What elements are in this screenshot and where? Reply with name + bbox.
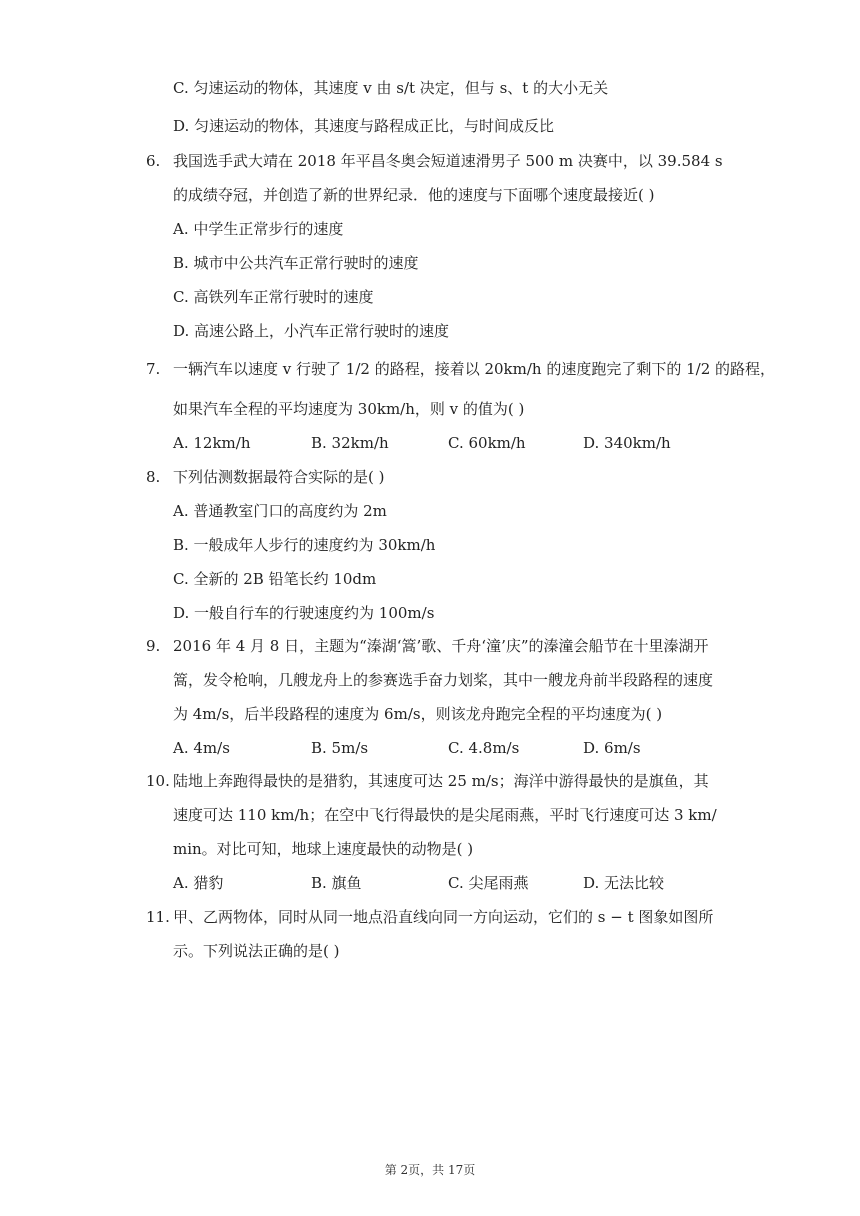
q8-option-b: B. 一般成年人步行的速度约为 30km/h (173, 536, 436, 554)
q7-option-b: B. 32km/h (311, 434, 389, 452)
q7-number: 7. (146, 360, 161, 378)
q7-stem-line2: 如果汽车全程的平均速度为 30km/h，则 v 的值为( ) (173, 400, 525, 418)
q8-option-d: D. 一般自行车的行驶速度约为 100m/s (173, 604, 435, 622)
q7-option-c: C. 60km/h (448, 434, 526, 452)
q6-stem-line1: 我国选手武大靖在 2018 年平昌冬奥会短道速滑男子 500 m 决赛中，以 39.584 s (173, 152, 723, 170)
q10-stem-line3: min。对比可知，地球上速度最快的动物是( ) (173, 840, 474, 858)
q6-option-a: A. 中学生正常步行的速度 (173, 220, 344, 238)
q8-option-a: A. 普通教室门口的高度约为 2m (173, 502, 387, 520)
q6-option-b: B. 城市中公共汽车正常行驶时的速度 (173, 254, 419, 272)
q6-number: 6. (146, 152, 161, 170)
q9-stem-line3: 为 4m/s，后半段路程的速度为 6m/s，则该龙舟跑完全程的平均速度为( ) (173, 705, 663, 723)
q6-option-c: C. 高铁列车正常行驶时的速度 (173, 288, 374, 306)
q7-stem-line1: 一辆汽车以速度 v 行驶了 1/2 的路程，接着以 20km/h 的速度跑完了剩下的 1/2 的路程， (173, 360, 776, 378)
q7-option-d: D. 340km/h (583, 434, 671, 452)
q9-option-c: C. 4.8m/s (448, 739, 520, 757)
q5-option-d: D. 匀速运动的物体，其速度与路程成正比，与时间成反比 (173, 117, 555, 135)
q6-option-d: D. 高速公路上，小汽车正常行驶时的速度 (173, 322, 450, 340)
q10-stem-line2: 速度可达 110 km/h；在空中飞行得最快的是尖尾雨燕，平时飞行速度可达 3 km/ (173, 806, 717, 824)
q11-stem-line2: 示。下列说法正确的是( ) (173, 942, 340, 960)
q11-stem-line1: 甲、乙两物体，同时从同一地点沿直线向同一方向运动，它们的 s − t 图象如图所 (173, 908, 714, 926)
q8-number: 8. (146, 468, 161, 486)
q10-number: 10. (146, 772, 170, 790)
q10-option-a: A. 猎豹 (173, 874, 224, 892)
q10-stem-line1: 陆地上奔跑得最快的是猎豹，其速度可达 25 m/s；海洋中游得最快的是旗鱼，其 (173, 772, 709, 790)
q9-option-a: A. 4m/s (173, 739, 230, 757)
q9-number: 9. (146, 637, 161, 655)
q11-number: 11. (146, 908, 170, 926)
q10-option-b: B. 旗鱼 (311, 874, 362, 892)
q10-option-d: D. 无法比较 (583, 874, 665, 892)
q10-option-c: C. 尖尾雨燕 (448, 874, 529, 892)
q7-option-a: A. 12km/h (173, 434, 251, 452)
q8-stem: 下列估测数据最符合实际的是( ) (173, 468, 385, 486)
page-footer: 第 2页，共 17页 (384, 1163, 476, 1177)
q9-option-d: D. 6m/s (583, 739, 641, 757)
q5-option-c: C. 匀速运动的物体，其速度 v 由 s/t 决定，但与 s、t 的大小无关 (173, 79, 609, 97)
q8-option-c: C. 全新的 2B 铅笔长约 10dm (173, 570, 377, 588)
q6-stem-line2: 的成绩夺冠，并创造了新的世界纪录．他的速度与下面哪个速度最接近( ) (173, 186, 655, 204)
q9-stem-line2: 篙，发令枪响，几艘龙舟上的参赛选手奋力划桨，其中一艘龙舟前半段路程的速度 (173, 671, 714, 689)
q9-option-b: B. 5m/s (311, 739, 369, 757)
q9-stem-line1: 2016 年 4 月 8 日，主题为“溱湖‘篙’歌、千舟‘潼’庆”的溱潼会船节在十里溱湖开 (173, 637, 709, 655)
